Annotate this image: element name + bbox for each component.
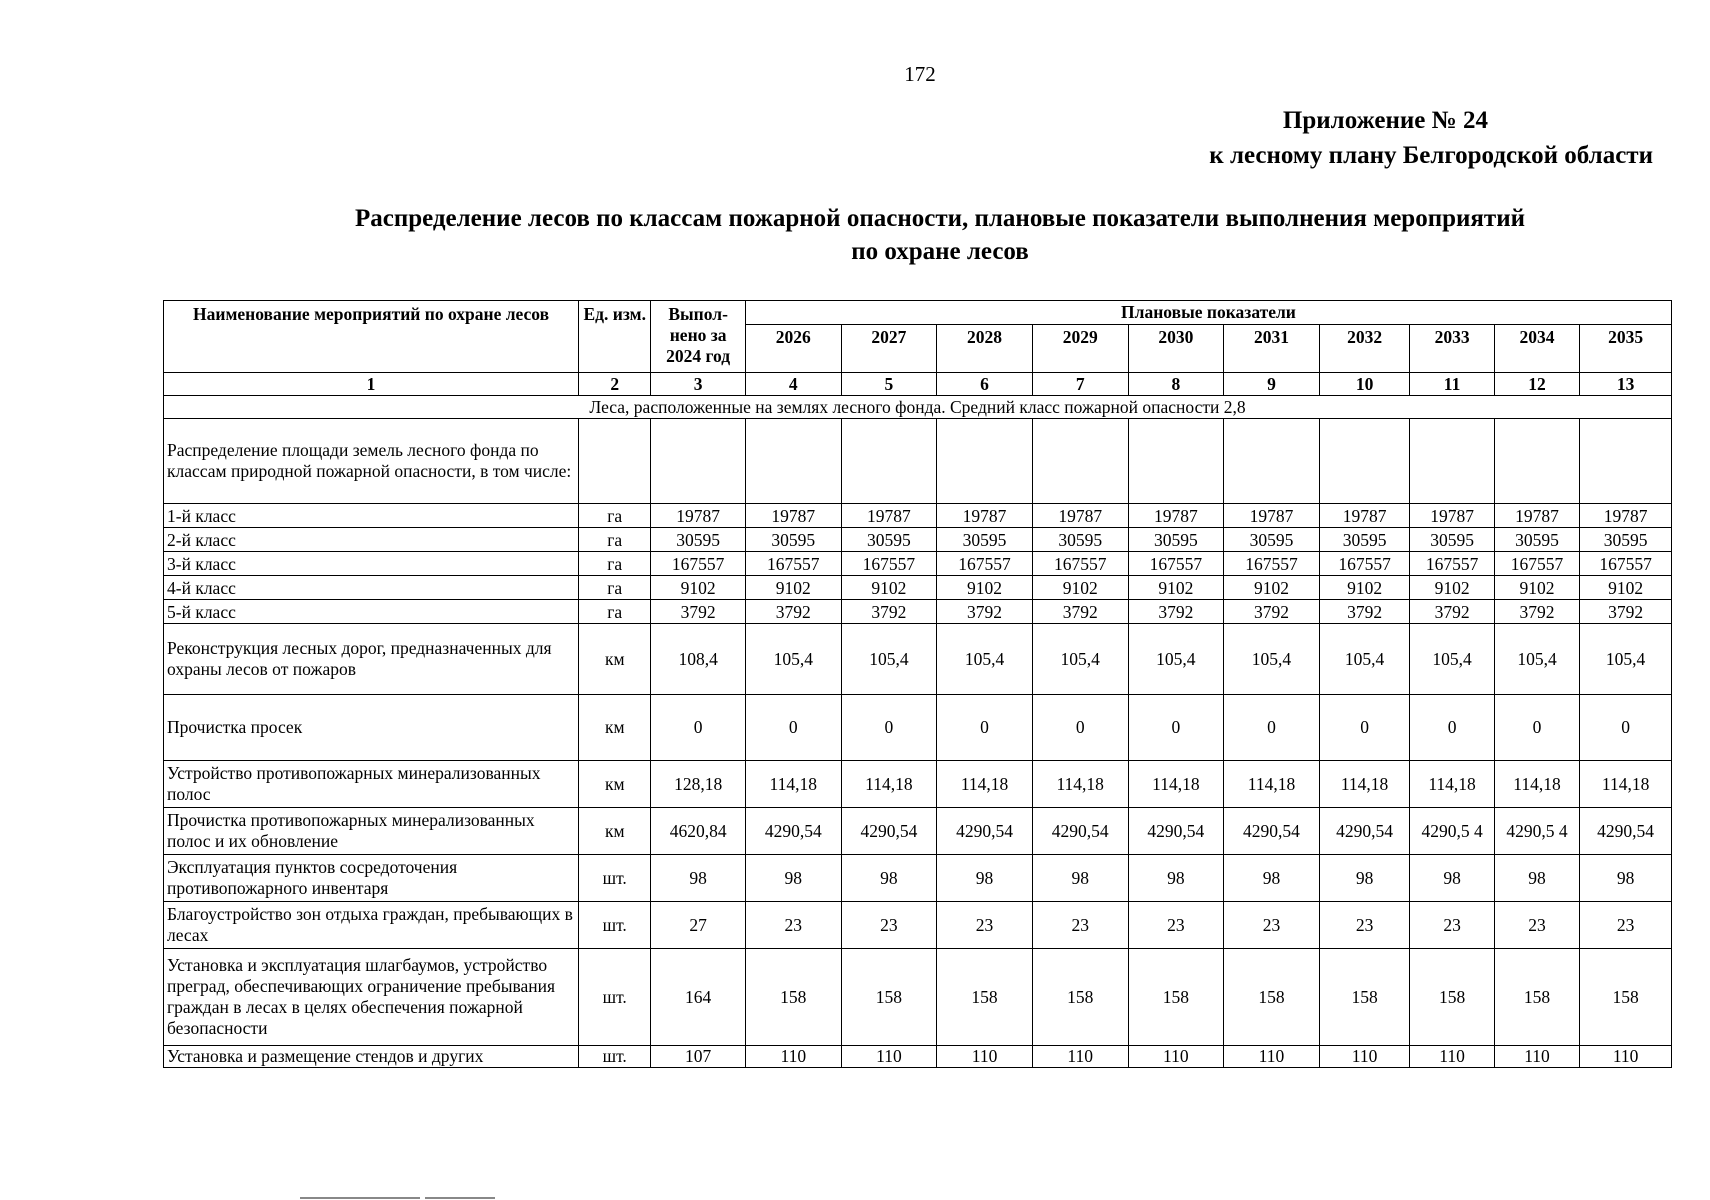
section-title: Леса, расположенные на землях лесного фонда. Средний класс пожарной опасности 2,8 [164, 396, 1672, 419]
column-number: 5 [841, 373, 937, 396]
row-name: 2-й класс [164, 528, 579, 552]
row-value: 4620,84 [651, 808, 746, 855]
row-value: 0 [745, 695, 841, 761]
fire-protection-table [163, 300, 1672, 1068]
row-value: 4290,54 [1580, 808, 1672, 855]
header-year: 2030 [1128, 325, 1224, 373]
row-value: 9102 [1224, 576, 1320, 600]
table-row [164, 504, 1672, 528]
document-title [250, 202, 1630, 268]
row-value: 23 [937, 902, 1033, 949]
row-value: 105,4 [1224, 624, 1320, 695]
row-value: 3792 [937, 600, 1033, 624]
column-number: 8 [1128, 373, 1224, 396]
row-value: 23 [1494, 902, 1579, 949]
row-value: 23 [1032, 902, 1128, 949]
row-name: 3-й класс [164, 552, 579, 576]
row-name: 5-й класс [164, 600, 579, 624]
row-value: 0 [1224, 695, 1320, 761]
row-value: 158 [841, 949, 937, 1046]
row-value: 30595 [651, 528, 746, 552]
row-value: 167557 [1580, 552, 1672, 576]
row-value: 19787 [1494, 504, 1579, 528]
row-value: 4290,54 [1319, 808, 1410, 855]
row-value: 30595 [937, 528, 1033, 552]
row-name: Благоустройство зон отдыха граждан, пребывающих в лесах [164, 902, 579, 949]
row-value [1494, 419, 1579, 504]
column-number: 2 [579, 373, 651, 396]
table-row [164, 528, 1672, 552]
row-value: 9102 [1128, 576, 1224, 600]
row-value: 114,18 [1494, 761, 1579, 808]
row-unit: км [579, 808, 651, 855]
row-unit: шт. [579, 1046, 651, 1068]
column-number: 13 [1580, 373, 1672, 396]
appendix-heading [1209, 103, 1653, 173]
row-value: 30595 [745, 528, 841, 552]
row-value: 167557 [1032, 552, 1128, 576]
row-name: 4-й класс [164, 576, 579, 600]
row-value: 19787 [937, 504, 1033, 528]
row-value: 167557 [1224, 552, 1320, 576]
table-row [164, 624, 1672, 695]
row-value [1580, 419, 1672, 504]
row-value: 158 [745, 949, 841, 1046]
row-value: 98 [1032, 855, 1128, 902]
table-row [164, 1046, 1672, 1068]
row-value: 105,4 [937, 624, 1033, 695]
column-number: 4 [745, 373, 841, 396]
row-value: 23 [745, 902, 841, 949]
header-year: 2034 [1494, 325, 1579, 373]
row-unit: км [579, 695, 651, 761]
row-value: 9102 [841, 576, 937, 600]
header-year: 2028 [937, 325, 1033, 373]
row-value: 4290,54 [937, 808, 1033, 855]
row-value: 114,18 [1128, 761, 1224, 808]
row-value: 114,18 [1224, 761, 1320, 808]
row-name: Эксплуатация пунктов сосредоточения противопожарного инвентаря [164, 855, 579, 902]
row-value [841, 419, 937, 504]
row-name: Прочистка просек [164, 695, 579, 761]
row-value: 105,4 [1494, 624, 1579, 695]
row-unit [579, 419, 651, 504]
row-value: 98 [841, 855, 937, 902]
row-unit: км [579, 624, 651, 695]
row-value: 158 [1494, 949, 1579, 1046]
row-value: 9102 [745, 576, 841, 600]
row-value: 3792 [841, 600, 937, 624]
header-unit: Ед. изм. [579, 301, 651, 373]
row-value: 30595 [1494, 528, 1579, 552]
row-name: Установка и эксплуатация шлагбаумов, устройство преград, обеспечивающих ограничение пребывания граждан в лесах в целях обеспечения пожарной безопасности [164, 949, 579, 1046]
row-unit: га [579, 528, 651, 552]
column-number: 11 [1410, 373, 1494, 396]
row-unit: шт. [579, 949, 651, 1046]
table-row [164, 695, 1672, 761]
row-value: 110 [1032, 1046, 1128, 1068]
row-value: 23 [1580, 902, 1672, 949]
row-unit: шт. [579, 855, 651, 902]
row-value: 110 [1319, 1046, 1410, 1068]
table-row [164, 855, 1672, 902]
row-value: 105,4 [1032, 624, 1128, 695]
row-value: 167557 [1128, 552, 1224, 576]
row-name: Устройство противопожарных минерализованных полос [164, 761, 579, 808]
row-unit: га [579, 552, 651, 576]
row-unit: га [579, 600, 651, 624]
scan-artifact [300, 1197, 420, 1199]
row-value: 114,18 [841, 761, 937, 808]
row-value: 114,18 [745, 761, 841, 808]
column-number: 1 [164, 373, 579, 396]
row-value: 19787 [841, 504, 937, 528]
table-row [164, 808, 1672, 855]
row-unit: шт. [579, 902, 651, 949]
row-value: 19787 [1128, 504, 1224, 528]
row-value [1032, 419, 1128, 504]
row-value: 0 [1580, 695, 1672, 761]
row-value: 105,4 [1580, 624, 1672, 695]
row-value: 128,18 [651, 761, 746, 808]
row-value: 98 [1580, 855, 1672, 902]
row-value: 4290,5 4 [1410, 808, 1494, 855]
row-value: 98 [1319, 855, 1410, 902]
row-value: 9102 [1494, 576, 1579, 600]
row-value [1128, 419, 1224, 504]
row-value: 19787 [1410, 504, 1494, 528]
row-value: 30595 [1032, 528, 1128, 552]
column-number: 9 [1224, 373, 1320, 396]
row-value: 0 [1319, 695, 1410, 761]
row-value: 0 [1032, 695, 1128, 761]
section-row [164, 396, 1672, 419]
row-value: 114,18 [937, 761, 1033, 808]
row-value: 105,4 [1410, 624, 1494, 695]
column-number: 3 [651, 373, 746, 396]
appendix-number: Приложение № 24 [1282, 107, 1488, 134]
row-value: 4290,54 [1032, 808, 1128, 855]
row-value: 30595 [841, 528, 937, 552]
row-value: 4290,54 [745, 808, 841, 855]
column-number: 7 [1032, 373, 1128, 396]
row-value: 98 [745, 855, 841, 902]
row-value: 167557 [841, 552, 937, 576]
row-value: 9102 [1319, 576, 1410, 600]
row-value: 167557 [1494, 552, 1579, 576]
row-value: 0 [841, 695, 937, 761]
row-value [651, 419, 746, 504]
row-value: 110 [1128, 1046, 1224, 1068]
row-name: Установка и размещение стендов и других [164, 1046, 579, 1068]
row-value: 105,4 [1319, 624, 1410, 695]
row-value: 23 [1410, 902, 1494, 949]
row-value: 158 [1032, 949, 1128, 1046]
header-planned: Плановые показатели [745, 301, 1671, 325]
row-value: 110 [745, 1046, 841, 1068]
row-value [1224, 419, 1320, 504]
row-value: 0 [1128, 695, 1224, 761]
row-value: 158 [937, 949, 1033, 1046]
row-value: 0 [1410, 695, 1494, 761]
row-name: Распределение площади земель лесного фонда по классам природной пожарной опасности, в том числе: [164, 419, 579, 504]
row-value: 105,4 [1128, 624, 1224, 695]
row-name: Реконструкция лесных дорог, предназначенных для охраны лесов от пожаров [164, 624, 579, 695]
column-number: 6 [937, 373, 1033, 396]
row-value: 167557 [1410, 552, 1494, 576]
row-value: 27 [651, 902, 746, 949]
row-value: 98 [1128, 855, 1224, 902]
row-value: 110 [1580, 1046, 1672, 1068]
header-year: 2029 [1032, 325, 1128, 373]
table-row [164, 552, 1672, 576]
row-value: 98 [651, 855, 746, 902]
table-row [164, 902, 1672, 949]
row-value: 30595 [1410, 528, 1494, 552]
table-row [164, 761, 1672, 808]
row-value: 3792 [1494, 600, 1579, 624]
row-value: 105,4 [745, 624, 841, 695]
scan-artifact [425, 1197, 495, 1199]
row-value: 19787 [651, 504, 746, 528]
row-value: 30595 [1319, 528, 1410, 552]
row-value [937, 419, 1033, 504]
header-year: 2026 [745, 325, 841, 373]
column-number: 10 [1319, 373, 1410, 396]
row-value: 110 [841, 1046, 937, 1068]
header-year: 2032 [1319, 325, 1410, 373]
document-title-line2: по охране лесов [851, 238, 1029, 265]
column-numbers-row [164, 373, 1672, 396]
row-value [1410, 419, 1494, 504]
row-value: 19787 [745, 504, 841, 528]
row-value: 98 [937, 855, 1033, 902]
row-value: 3792 [1128, 600, 1224, 624]
row-value: 9102 [937, 576, 1033, 600]
row-value: 158 [1319, 949, 1410, 1046]
row-value: 158 [1224, 949, 1320, 1046]
row-value: 4290,54 [1128, 808, 1224, 855]
row-value: 98 [1494, 855, 1579, 902]
row-unit: км [579, 761, 651, 808]
row-value: 23 [1319, 902, 1410, 949]
row-value: 110 [1410, 1046, 1494, 1068]
header-year: 2035 [1580, 325, 1672, 373]
row-value [1319, 419, 1410, 504]
row-value: 158 [1128, 949, 1224, 1046]
row-value: 105,4 [841, 624, 937, 695]
row-value: 9102 [1410, 576, 1494, 600]
row-value: 23 [841, 902, 937, 949]
document-title-line1: Распределение лесов по классам пожарной опасности, плановые показатели выполнения мероприятий [354, 205, 1526, 232]
row-unit: га [579, 576, 651, 600]
row-value: 167557 [745, 552, 841, 576]
header-year: 2033 [1410, 325, 1494, 373]
row-value: 167557 [937, 552, 1033, 576]
row-value: 3792 [1319, 600, 1410, 624]
row-value: 158 [1580, 949, 1672, 1046]
row-value: 167557 [651, 552, 746, 576]
row-value: 158 [1410, 949, 1494, 1046]
row-value: 30595 [1128, 528, 1224, 552]
row-value: 3792 [1032, 600, 1128, 624]
row-value: 3792 [1410, 600, 1494, 624]
row-value: 4290,5 4 [1494, 808, 1579, 855]
page-number: 172 [904, 62, 936, 86]
row-value [745, 419, 841, 504]
row-value: 0 [1494, 695, 1579, 761]
row-name: Прочистка противопожарных минерализованных полос и их обновление [164, 808, 579, 855]
row-name: 1-й класс [164, 504, 579, 528]
row-value: 110 [937, 1046, 1033, 1068]
row-value: 107 [651, 1046, 746, 1068]
row-value: 30595 [1580, 528, 1672, 552]
row-value: 110 [1494, 1046, 1579, 1068]
table-row [164, 576, 1672, 600]
row-value: 23 [1224, 902, 1320, 949]
row-value: 4290,54 [841, 808, 937, 855]
column-number: 12 [1494, 373, 1579, 396]
row-value: 9102 [1032, 576, 1128, 600]
header-done-2024: Выпол-нено за 2024 год [651, 301, 746, 373]
table-row [164, 949, 1672, 1046]
row-value: 9102 [1580, 576, 1672, 600]
row-value: 114,18 [1410, 761, 1494, 808]
row-value: 23 [1128, 902, 1224, 949]
table-body [164, 373, 1672, 1068]
row-value: 114,18 [1032, 761, 1128, 808]
row-value: 114,18 [1319, 761, 1410, 808]
row-value: 0 [937, 695, 1033, 761]
row-unit: га [579, 504, 651, 528]
header-name: Наименование мероприятий по охране лесов [164, 301, 579, 373]
row-value: 30595 [1224, 528, 1320, 552]
row-value: 3792 [745, 600, 841, 624]
row-value: 19787 [1580, 504, 1672, 528]
row-value: 167557 [1319, 552, 1410, 576]
row-value: 114,18 [1580, 761, 1672, 808]
row-value: 9102 [651, 576, 746, 600]
row-value: 19787 [1224, 504, 1320, 528]
header-year: 2031 [1224, 325, 1320, 373]
appendix-reference: к лесному плану Белгородской области [1209, 142, 1653, 169]
row-value: 4290,54 [1224, 808, 1320, 855]
row-value: 3792 [1580, 600, 1672, 624]
table-row [164, 419, 1672, 504]
row-value: 19787 [1319, 504, 1410, 528]
row-value: 98 [1224, 855, 1320, 902]
row-value: 98 [1410, 855, 1494, 902]
row-value: 110 [1224, 1046, 1320, 1068]
header-year: 2027 [841, 325, 937, 373]
row-value: 0 [651, 695, 746, 761]
row-value: 164 [651, 949, 746, 1046]
row-value: 19787 [1032, 504, 1128, 528]
row-value: 108,4 [651, 624, 746, 695]
row-value: 3792 [651, 600, 746, 624]
table-row [164, 600, 1672, 624]
row-value: 3792 [1224, 600, 1320, 624]
